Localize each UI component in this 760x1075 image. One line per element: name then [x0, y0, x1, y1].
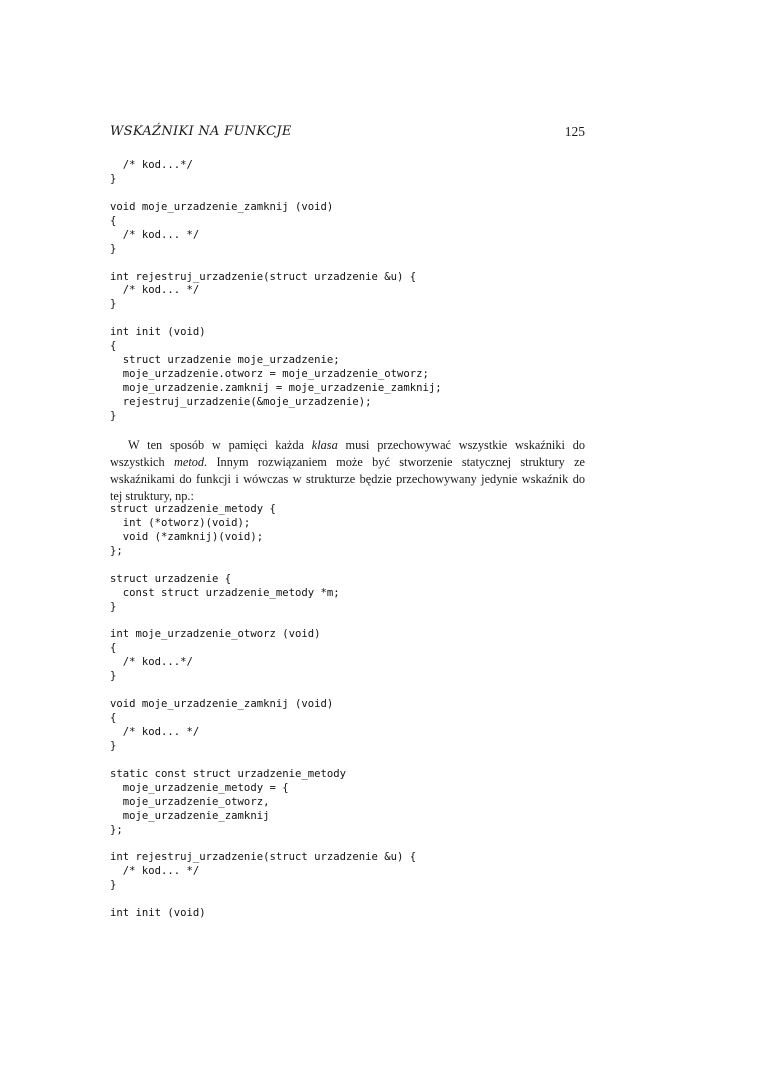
code-line: void (*zamknij)(void);: [110, 530, 264, 543]
code-line: [110, 187, 442, 201]
page-number: 125: [564, 124, 585, 139]
code-line: {: [110, 642, 117, 655]
code-line: moje_urzadzenie.zamknij = moje_urzadzenie_zamknij;: [110, 382, 442, 394]
code-line: };: [110, 823, 123, 836]
code-line: struct urzadzenie {: [110, 572, 232, 585]
code-line: int (*otworz)(void);: [110, 516, 251, 529]
emphasis-metod: metod: [173, 454, 205, 469]
code-line: {: [110, 712, 117, 725]
code-line: /* kod... */: [110, 284, 200, 297]
code-line: }: [110, 409, 117, 422]
code-line: {: [110, 340, 117, 353]
paragraph-text: musi przechowywać wszystkie wskaźniki do wszystkich: [110, 438, 585, 469]
code-line: moje_urzadzenie_metody = {: [110, 781, 289, 794]
code-line: int moje_urzadzenie_otworz (void): [110, 628, 321, 641]
code-line: /* kod... */: [110, 726, 200, 738]
code-line: int init (void): [110, 326, 206, 339]
code-line: }: [110, 670, 117, 683]
code-line: [110, 684, 416, 698]
code-listing-top: [110, 159, 442, 424]
paragraph-text: . Innym rozwiązaniem może być stworzenie statycznej struktury ze wskaźnikami do funkcji i wówczas w strukturze będzie przechowywany jedynie wskaźnik do tej struktury, np.:: [110, 454, 585, 503]
code-line: int init (void): [110, 907, 206, 920]
code-line: [110, 838, 416, 852]
code-line: /* kod... */: [110, 228, 200, 241]
code-line: int rejestruj_urzadzenie(struct urzadzenie &u) {: [110, 270, 417, 283]
code-line: [110, 615, 416, 629]
code-line: [110, 754, 416, 768]
paragraph-text: W ten sposób w pamięci każda: [128, 438, 312, 452]
code-line: {: [110, 214, 117, 227]
code-line: struct urzadzenie moje_urzadzenie;: [110, 354, 340, 367]
body-paragraph: [110, 437, 585, 505]
code-line: const struct urzadzenie_metody *m;: [110, 586, 340, 599]
code-line: }: [110, 600, 117, 613]
code-line: struct urzadzenie_metody {: [110, 503, 276, 515]
chapter-title: WSKAŹNIKI NA FUNKCJE: [110, 124, 292, 139]
code-listing-bottom: [110, 503, 416, 921]
code-line: };: [110, 544, 123, 557]
code-line: [110, 559, 416, 573]
emphasis-klasa: klasa: [311, 438, 338, 452]
code-line: }: [110, 879, 117, 892]
code-line: moje_urzadzenie_zamknij: [110, 809, 270, 822]
code-line: }: [110, 298, 117, 311]
code-line: /* kod...*/: [110, 656, 193, 669]
code-line: void moje_urzadzenie_zamknij (void): [110, 698, 334, 711]
code-line: int rejestruj_urzadzenie(struct urzadzenie &u) {: [110, 851, 417, 864]
code-line: /* kod... */: [110, 865, 200, 878]
code-line: }: [110, 739, 117, 752]
code-line: void moje_urzadzenie_zamknij (void): [110, 200, 334, 213]
code-line: moje_urzadzenie_otworz,: [110, 795, 270, 808]
code-line: [110, 312, 442, 326]
code-line: [110, 257, 442, 271]
code-line: }: [110, 242, 117, 255]
code-line: }: [110, 172, 117, 185]
document-page: [110, 0, 585, 1075]
code-line: rejestruj_urzadzenie(&moje_urzadzenie);: [110, 395, 372, 408]
code-line: [110, 893, 416, 907]
code-line: moje_urzadzenie.otworz = moje_urzadzenie_otworz;: [110, 368, 429, 381]
code-line: static const struct urzadzenie_metody: [110, 767, 346, 780]
running-header: [110, 124, 585, 142]
code-line: /* kod...*/: [110, 159, 193, 171]
